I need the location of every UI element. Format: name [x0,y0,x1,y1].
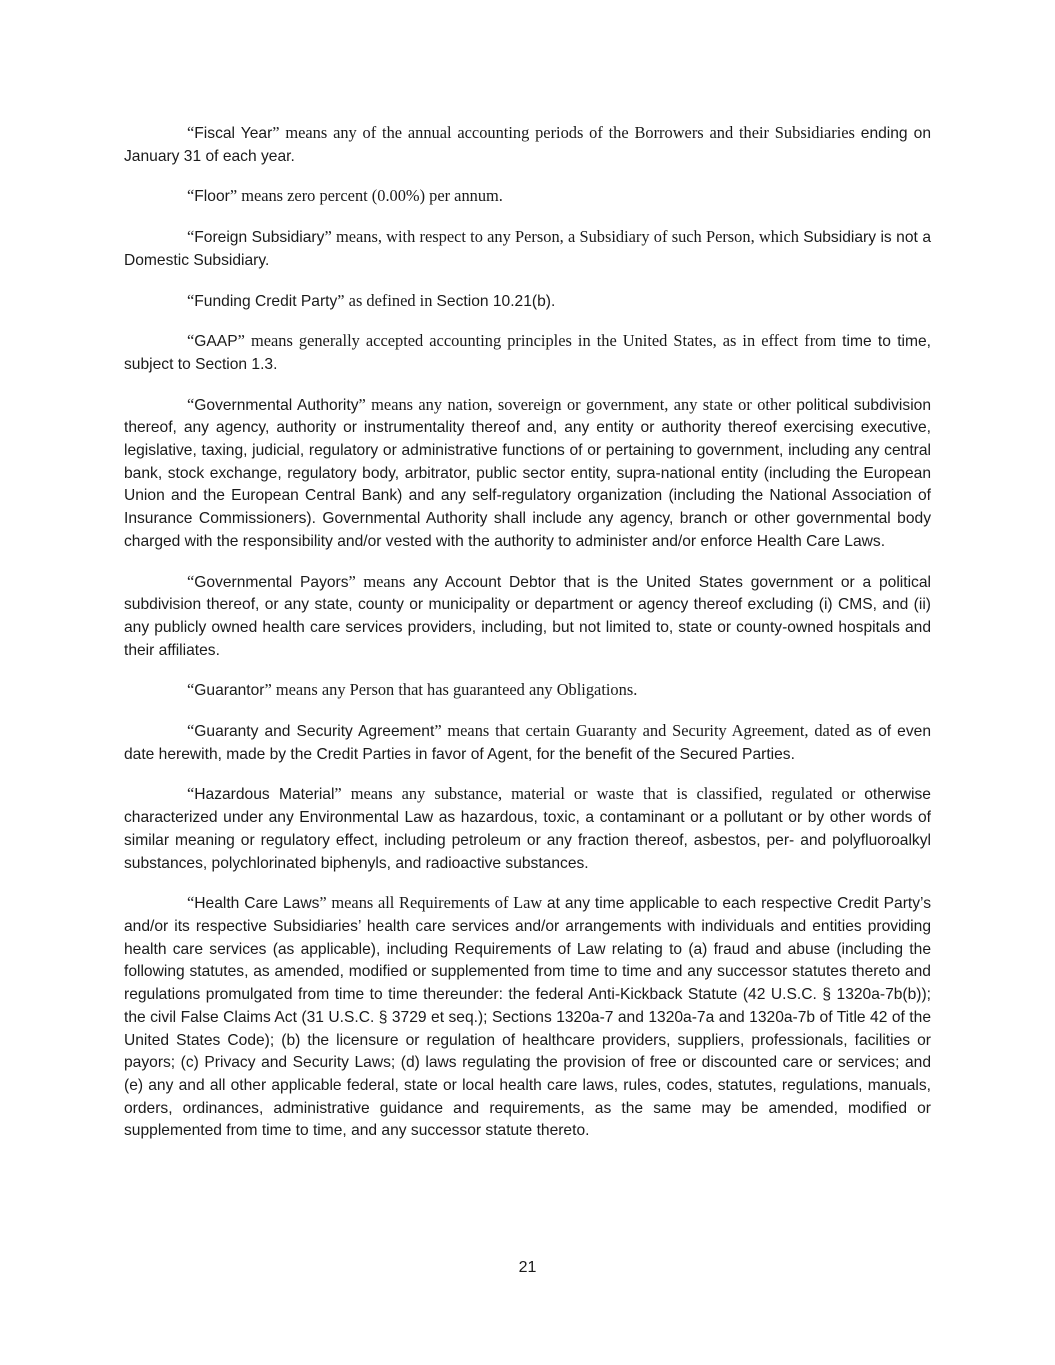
defined-term: Health Care Laws [194,895,320,913]
definition-lead: as defined in [344,290,437,310]
definition-guarantor: “Guarantor” means any Person that has guaranteed any Obligations. [187,680,638,700]
definition-gaap: “GAAP” means generally accepted accounting principles in the United States, as in effect from time to time, subject to Section 1.3. [124,331,931,373]
definition-text: Subsidiary is not a Domestic Subsidiary. [124,229,931,269]
defined-term: Guarantor [194,682,265,700]
definition-lead: means any substance, material or waste that is classified, regulated or [341,784,865,804]
definition-lead: means that certain Guaranty and Security Agreement, dated [441,721,856,741]
definition-text: political subdivision thereof, any agency, authority or instrumentality thereof and, any entity or authority thereof exercising executive, legislative, taxing, judicial, regulatory or administrative functions of or pertaining to government, including any central bank, stock exchange, regulatory body, arbitrator, public sector entity, supra-national entity (including the European Union and the European Central Bank) and any self-regulatory organization (including the National Association of Insurance Commissioners). Governmental Authority shall include any agency, branch or other governmental body charged with the responsibility and/or vested with the authority to administer and/or enforce Health Care Laws. [124,396,932,550]
definition-floor: “Floor” means zero percent (0.00%) per annum. [187,186,503,206]
definition-lead: means all Requirements of Law [326,893,547,913]
definition-lead: means any Person that has guaranteed any Obligations. [271,680,638,700]
definition-guaranty-and-security-agreement: “Guaranty and Security Agreement” means that certain Guaranty and Security Agreement, dated as of even date herewith, made by the Credit Parties in favor of Agent, for the benefit of the Secured Parties. [124,721,931,763]
document-page [124,122,931,1160]
defined-term: Governmental Authority [194,396,359,414]
defined-term: Fiscal Year [194,125,273,142]
definition-foreign-subsidiary: “Foreign Subsidiary” means, with respect to any Person, a Subsidiary of such Person, which Subsidiary is not a Domestic Subsidiary. [124,227,931,269]
defined-term: GAAP [194,333,238,351]
page-number: 21 [518,1259,537,1276]
definition-governmental-payors: “Governmental Payors” means any Account Debtor that is the United States government or a political subdivision thereof, or any state, county or municipality or department or agency thereof excluding (i) CMS, and (ii) any publicly owned health care services providers, including, but not limited to, state or county-owned hospitals and their affiliates. [124,571,931,659]
definition-text: at any time applicable to each respective Credit Party’s and/or its respective Subsidiaries’ health care services and/or arrangements with individuals and entities providing health care services (as applicable), including Requirements of Law relating to (a) fraud and abuse (including the following statutes, as amended, modified or supplemented from time to time and any successor statutes thereto and regulations promulgated from time to time thereunder: the federal Anti-Kickback Statute (42 U.S.C. § 1320a-7b(b)); the civil False Claims Act (31 U.S.C. § 3729 et seq.); Sections 1320a-7 and 1320a-7a and 1320a-7b of Title 42 of the United States Code); (b) the licensure or regulation of healthcare providers, suppliers, professionals, facilities or payors; (c) Privacy and Security Laws; (d) laws regulating the provision of free or discounted care or services; and (e) any and all other applicable federal, state or local health care laws, rules, codes, statutes, regulations, manuals, orders, ordinances, administrative guidance and requirements, as the same may be amended, modified or supplemented from time to time, and any successor statute thereto. [124,895,932,1140]
definition-lead: means any nation, sovereign or government, any state or other [365,394,797,414]
defined-term: Funding Credit Party [194,292,338,310]
definition-lead: means any of the annual accounting periods of the Borrowers and their Subsidiaries [279,123,861,142]
definition-text: otherwise characterized under any Environmental Law as hazardous, toxic, a contaminant or a pollutant or by other words of similar meaning or regulatory effect, including petroleum or any fraction thereof, asbestos, per- and polyfluoroalkyl substances, polychlorinated biphenyls, and radioactive substances. [124,786,931,872]
defined-term: Foreign Subsidiary [194,229,325,247]
definition-governmental-authority: “Governmental Authority” means any nation, sovereign or government, any state or other political subdivision thereof, any agency, authority or instrumentality thereof and, any entity or authority thereof exercising executive, legislative, taxing, judicial, regulatory or administrative functions of or pertaining to government, including any central bank, stock exchange, regulatory body, arbitrator, public sector entity, supra-national entity (including the European Union and the European Central Bank) and any self-regulatory organization (including the National Association of Insurance Commissioners). Governmental Authority shall include any agency, branch or other governmental body charged with the responsibility and/or vested with the authority to administer and/or enforce Health Care Laws. [124,394,932,550]
defined-term: Hazardous Material [194,786,335,804]
definition-lead: means [355,571,413,591]
defined-term: Guaranty and Security Agreement [194,723,435,741]
definition-hazardous-material: “Hazardous Material” means any substance, material or waste that is classified, regulated or otherwise characterized under any Environmental Law as hazardous, toxic, a contaminant or a pollutant or by other words of similar meaning or regulatory effect, including petroleum or any fraction thereof, asbestos, per- and polyfluoroalkyl substances, polychlorinated biphenyls, and radioactive substances. [124,784,931,872]
definition-text: ending on January 31 of each year. [124,125,931,165]
definition-lead: means generally accepted accounting principles in the United States, as in effect from [244,331,843,351]
definition-funding-credit-party: “Funding Credit Party” as defined in Section 10.21(b). [187,290,556,310]
definition-lead: means zero percent (0.00%) per annum. [237,186,503,206]
definition-text: as of even date herewith, made by the Credit Parties in favor of Agent, for the benefit of the Secured Parties. [124,723,931,763]
definition-health-care-laws: “Health Care Laws” means all Requirements of Law at any time applicable to each respective Credit Party’s and/or its respective Subsidiaries’ health care services and/or arrangements with individuals and entities providing health care services (as applicable), including Requirements of Law relating to (a) fraud and abuse (including the following statutes, as amended, modified or supplemented from time to time and any successor statutes thereto and regulations promulgated from time to time thereunder: the federal Anti-Kickback Statute (42 U.S.C. § 1320a-7b(b)); the civil False Claims Act (31 U.S.C. § 3729 et seq.); Sections 1320a-7 and 1320a-7a and 1320a-7b of Title 42 of the United States Code); (b) the licensure or regulation of healthcare providers, suppliers, professionals, facilities or payors; (c) Privacy and Security Laws; (d) laws regulating the provision of free or discounted care or services; and (e) any and all other applicable federal, state or local health care laws, rules, codes, statutes, regulations, manuals, orders, ordinances, administrative guidance and requirements, as the same may be amended, modified or supplemented from time to time, and any successor statute thereto. [124,893,932,1140]
definition-text: any Account Debtor that is the United States government or a political subdivision thereof, or any state, county or municipality or department or agency thereof excluding (i) CMS, and (ii) any publicly owned health care services providers, including, but not limited to, state or county-owned hospitals and their affiliates. [124,573,931,659]
definition-text: Section 10.21(b). [436,292,556,310]
definition-text: time to time, subject to Section 1.3. [124,333,931,373]
definition-fiscal-year: “Fiscal Year” means any of the annual accounting periods of the Borrowers and their Subsidiaries ending on January 31 of each year. [124,123,931,165]
defined-term: Governmental Payors [194,573,349,591]
defined-term: Floor [194,188,230,206]
definition-lead: means, with respect to any Person, a Subsidiary of such Person, which [331,227,804,247]
